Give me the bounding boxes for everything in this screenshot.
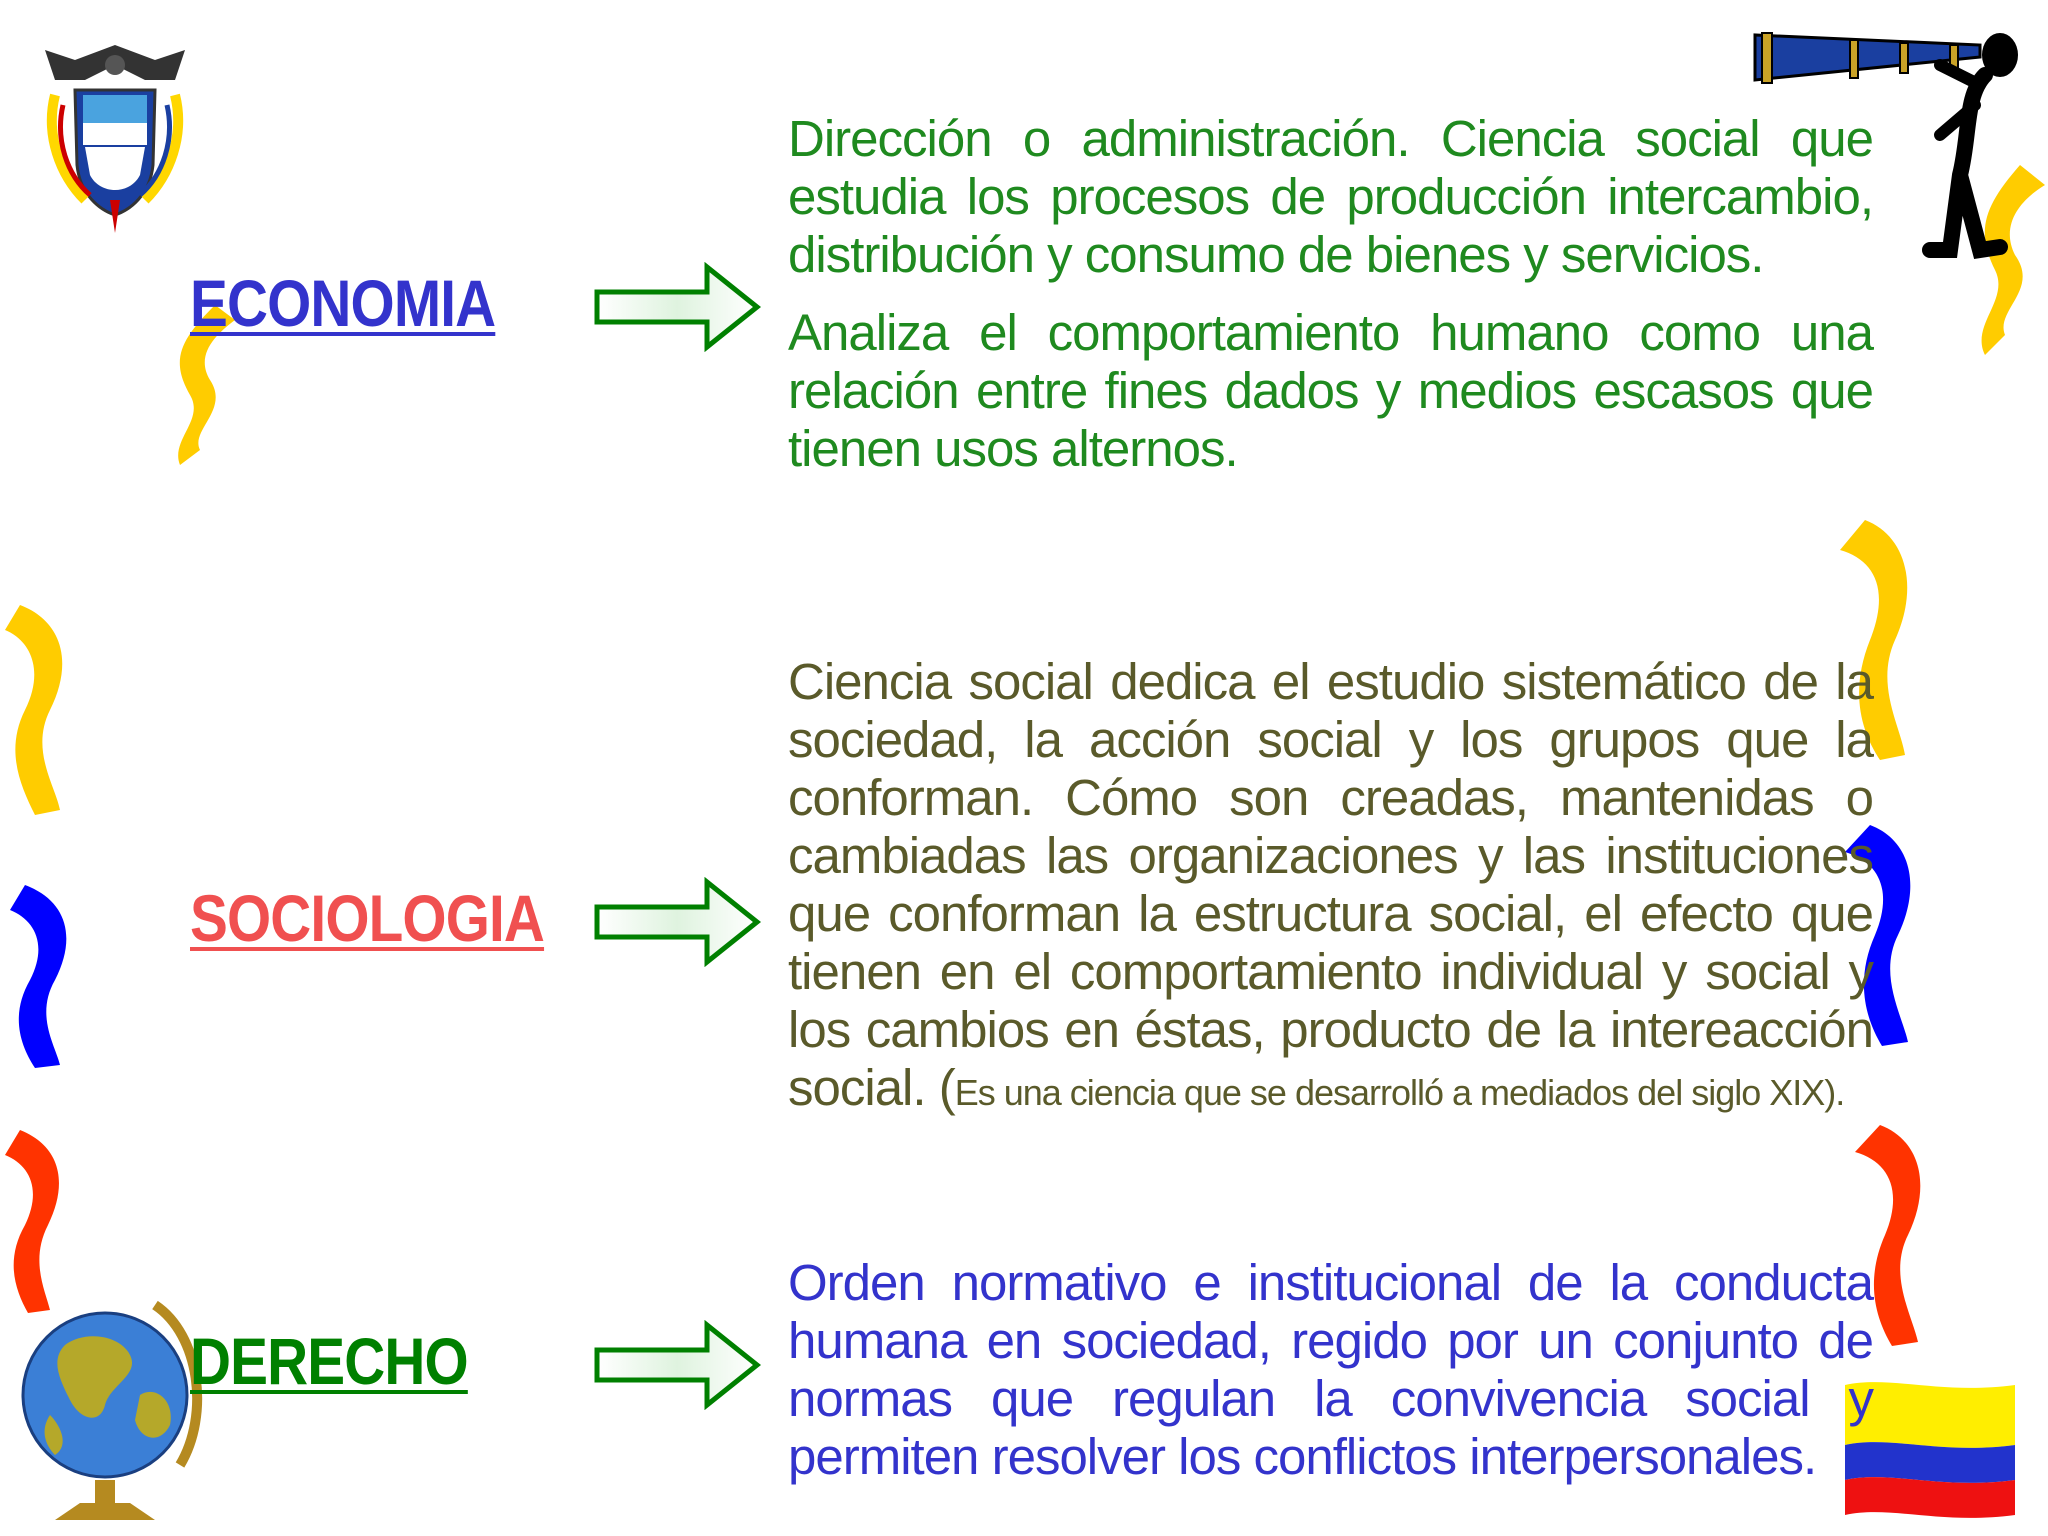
question-mark-icon (0, 880, 80, 1070)
economia-definition-2: Analiza el comportamiento humano como una relación entre fines dados y medios escasos que tienen usos alternos. (788, 304, 1873, 477)
sociologia-definition-text (788, 653, 1873, 1122)
derecho-definition (788, 1254, 1873, 1486)
sociologia-definition (788, 653, 1873, 1122)
term-derecho: DERECHO (190, 1324, 468, 1398)
right-arrow-icon (592, 262, 762, 352)
sociologia-definition-1: Ciencia social dedica el estudio sistemático de la sociedad, la acción social y los grupos que la conforman. Cómo son creadas, mantenidas o cambiadas las organizaciones y las instituciones que conforman la estructura social, el efecto que tienen en el comportamiento individual y social y los cambios en éstas, producto de la intereacción social. ( (788, 653, 1873, 1116)
derecho-definition-1: Orden normativo e institucional de la conducta humana en sociedad, regido por un conjunto de normas que regulan la convivencia social y permiten resolver los conflictos interpersonales. (788, 1254, 1873, 1485)
economia-definition-1: Dirección o administración. Ciencia social que estudia los procesos de producción intercambio, distribución y consumo de bienes y servicios. (788, 110, 1873, 283)
right-arrow-icon (592, 877, 762, 967)
coat-of-arms-icon (35, 35, 195, 235)
right-arrow-icon (592, 1320, 762, 1410)
sociologia-note: Es una ciencia que se desarrolló a mediados del siglo XIX). (954, 1072, 1845, 1113)
globe-icon (10, 1275, 220, 1536)
term-sociologia: SOCIOLOGIA (190, 881, 545, 955)
term-economia: ECONOMIA (190, 266, 496, 340)
question-mark-icon (0, 600, 80, 820)
economia-definition (788, 110, 1873, 478)
